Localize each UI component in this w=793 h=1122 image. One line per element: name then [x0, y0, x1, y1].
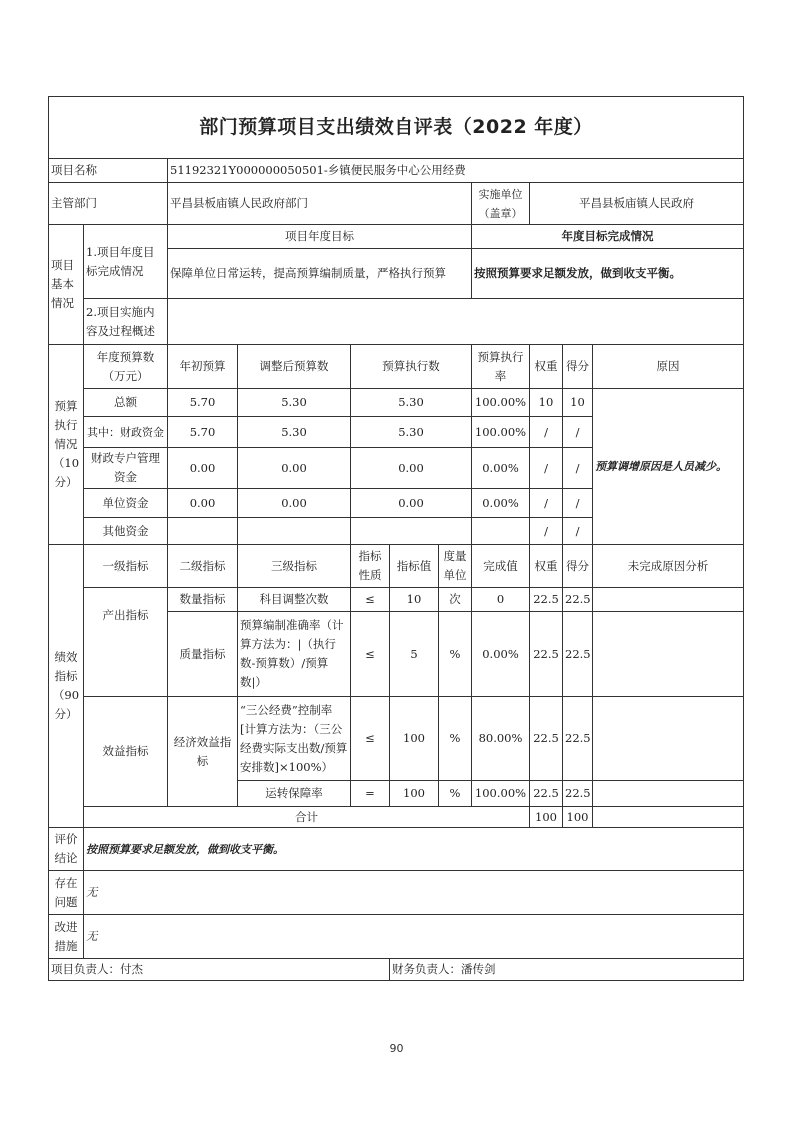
perf-header-unit: 度量单位: [439, 545, 472, 588]
budget-row-adjusted: 0.00: [238, 489, 351, 518]
finance-lead: 财务负责人：潘传剑: [390, 959, 744, 981]
budget-header-weight: 权重: [530, 345, 563, 389]
issues-label: 存在问题: [49, 871, 84, 915]
perf-header-level2: 二级指标: [168, 545, 238, 588]
indicator-nature: ≤: [351, 697, 390, 781]
indicator-nature: ≤: [351, 588, 390, 612]
indicator-unit: %: [439, 612, 472, 697]
perf-header-nature: 指标性质: [351, 545, 390, 588]
budget-row-executed: 5.30: [351, 417, 472, 448]
department-value: 平昌县板庙镇人民政府部门: [168, 183, 472, 225]
budget-row-rate: 0.00%: [472, 448, 530, 489]
indicator-level2: 质量指标: [168, 612, 238, 697]
budget-row-executed: 0.00: [351, 489, 472, 518]
budget-row-rate: 0.00%: [472, 489, 530, 518]
indicator-level3: “三公经费”控制率[计算方法为：（三公经费实际支出数/预算安排数]×100%）: [238, 697, 351, 781]
budget-header-rate: 预算执行率: [472, 345, 530, 389]
budget-reason: 预算调增原因是人员减少。: [593, 389, 744, 545]
completion-header: 年度目标完成情况: [472, 225, 744, 249]
budget-header-annual: 年度预算数（万元）: [84, 345, 168, 389]
total-weight: 100: [530, 807, 563, 828]
total-label: 合计: [84, 807, 530, 828]
indicator-weight: 22.5: [530, 612, 563, 697]
indicator-score: 22.5: [563, 588, 593, 612]
total-score: 100: [563, 807, 593, 828]
budget-row-name: 总额: [84, 389, 168, 417]
indicator-value: 10: [390, 588, 439, 612]
total-row: [49, 807, 744, 828]
indicator-done: 0.00%: [472, 612, 530, 697]
indicator-reason: [593, 697, 744, 781]
perf-header-level1: 一级指标: [84, 545, 168, 588]
budget-header-adjusted: 调整后预算数: [238, 345, 351, 389]
budget-row-initial: 0.00: [168, 448, 238, 489]
perf-header-value: 指标值: [390, 545, 439, 588]
indicator-score: 22.5: [563, 612, 593, 697]
department-label: 主管部门: [49, 183, 168, 225]
indicator-weight: 22.5: [530, 697, 563, 781]
issues-value: 无: [84, 871, 744, 915]
annual-goal-label: 1.项目年度目标完成情况: [84, 225, 168, 299]
budget-row-adjusted: [238, 518, 351, 545]
perf-header-score: 得分: [563, 545, 593, 588]
budget-row-name: 单位资金: [84, 489, 168, 518]
budget-row-weight: /: [530, 448, 563, 489]
indicator-done: 80.00%: [472, 697, 530, 781]
total-reason: [593, 807, 744, 828]
indicator-score: 22.5: [563, 697, 593, 781]
perf-header-done: 完成值: [472, 545, 530, 588]
indicator-reason: [593, 781, 744, 807]
indicator-row: [49, 588, 744, 612]
goal-text: 保障单位日常运转，提高预算编制质量，严格执行预算: [168, 249, 472, 299]
project-name-label: 项目名称: [49, 159, 168, 183]
budget-row-adjusted: 0.00: [238, 448, 351, 489]
perf-header-reason: 未完成原因分析: [593, 545, 744, 588]
budget-row-initial: 5.70: [168, 417, 238, 448]
budget-header-executed: 预算执行数: [351, 345, 472, 389]
budget-row-initial: [168, 518, 238, 545]
budget-section-label: 预算执行情况（10分）: [49, 345, 84, 545]
page-title: 部门预算项目支出绩效自评表（2022 年度）: [49, 97, 744, 159]
indicator-reason: [593, 612, 744, 697]
project-name-value: 51192321Y000000050501-乡镇便民服务中心公用经费: [168, 159, 744, 183]
indicator-unit: 次: [439, 588, 472, 612]
indicator-nature: ≤: [351, 612, 390, 697]
budget-row-initial: 5.70: [168, 389, 238, 417]
budget-row-weight: /: [530, 518, 563, 545]
budget-row-initial: 0.00: [168, 489, 238, 518]
indicator-nature: =: [351, 781, 390, 807]
budget-row-name: 其中：财政资金: [84, 417, 168, 448]
budget-row-name: 其他资金: [84, 518, 168, 545]
basic-info-section-label: 项目基本情况: [49, 225, 84, 345]
indicator-value: 100: [390, 781, 439, 807]
implementing-unit-label: 实施单位（盖章）: [472, 183, 530, 225]
indicator-level3: 科目调整次数: [238, 588, 351, 612]
perf-header-weight: 权重: [530, 545, 563, 588]
budget-header-initial: 年初预算: [168, 345, 238, 389]
level1-benefit: 效益指标: [84, 697, 168, 807]
indicator-value: 5: [390, 612, 439, 697]
budget-row-rate: 100.00%: [472, 389, 530, 417]
implementation-label: 2.项目实施内容及过程概述: [84, 299, 168, 345]
indicator-unit: %: [439, 781, 472, 807]
indicator-level2: 经济效益指标: [168, 697, 238, 807]
budget-row-score: /: [563, 518, 593, 545]
budget-header-score: 得分: [563, 345, 593, 389]
level1-output: 产出指标: [84, 588, 168, 697]
budget-row-rate: [472, 518, 530, 545]
indicator-value: 100: [390, 697, 439, 781]
budget-row-score: /: [563, 417, 593, 448]
indicator-level2: 数量指标: [168, 588, 238, 612]
indicator-unit: %: [439, 697, 472, 781]
budget-row-executed: 0.00: [351, 448, 472, 489]
budget-row-adjusted: 5.30: [238, 417, 351, 448]
budget-row-weight: /: [530, 417, 563, 448]
implementation-text: [168, 299, 744, 345]
improvements-value: 无: [84, 915, 744, 959]
indicator-level3: 预算编制准确率（计算方法为：|（执行数-预算数）/预算数|）: [238, 612, 351, 697]
budget-row-executed: [351, 518, 472, 545]
budget-row-executed: 5.30: [351, 389, 472, 417]
indicator-level3: 运转保障率: [238, 781, 351, 807]
conclusion-value: 按照预算要求足额发放，做到收支平衡。: [84, 828, 744, 871]
indicator-score: 22.5: [563, 781, 593, 807]
indicator-reason: [593, 588, 744, 612]
performance-section-label: 绩效指标（90分）: [49, 545, 84, 828]
indicator-row: [49, 697, 744, 781]
perf-header-level3: 三级指标: [238, 545, 351, 588]
conclusion-label: 评价结论: [49, 828, 84, 871]
budget-row-weight: 10: [530, 389, 563, 417]
budget-row-score: /: [563, 489, 593, 518]
budget-row-weight: /: [530, 489, 563, 518]
indicator-done: 100.00%: [472, 781, 530, 807]
budget-row-adjusted: 5.30: [238, 389, 351, 417]
indicator-done: 0: [472, 588, 530, 612]
indicator-weight: 22.5: [530, 781, 563, 807]
improvements-label: 改进措施: [49, 915, 84, 959]
project-lead: 项目负责人：付杰: [49, 959, 390, 981]
budget-row-score: 10: [563, 389, 593, 417]
budget-row-rate: 100.00%: [472, 417, 530, 448]
budget-row-name: 财政专户管理资金: [84, 448, 168, 489]
budget-row-score: /: [563, 448, 593, 489]
page-number: 90: [389, 1042, 404, 1055]
indicator-weight: 22.5: [530, 588, 563, 612]
performance-self-evaluation-table: [48, 96, 744, 981]
budget-header-reason: 原因: [593, 345, 744, 389]
budget-row: [49, 389, 744, 417]
goal-header: 项目年度目标: [168, 225, 472, 249]
implementing-unit-value: 平昌县板庙镇人民政府: [530, 183, 744, 225]
completion-text: 按照预算要求足额发放，做到收支平衡。: [472, 249, 744, 299]
